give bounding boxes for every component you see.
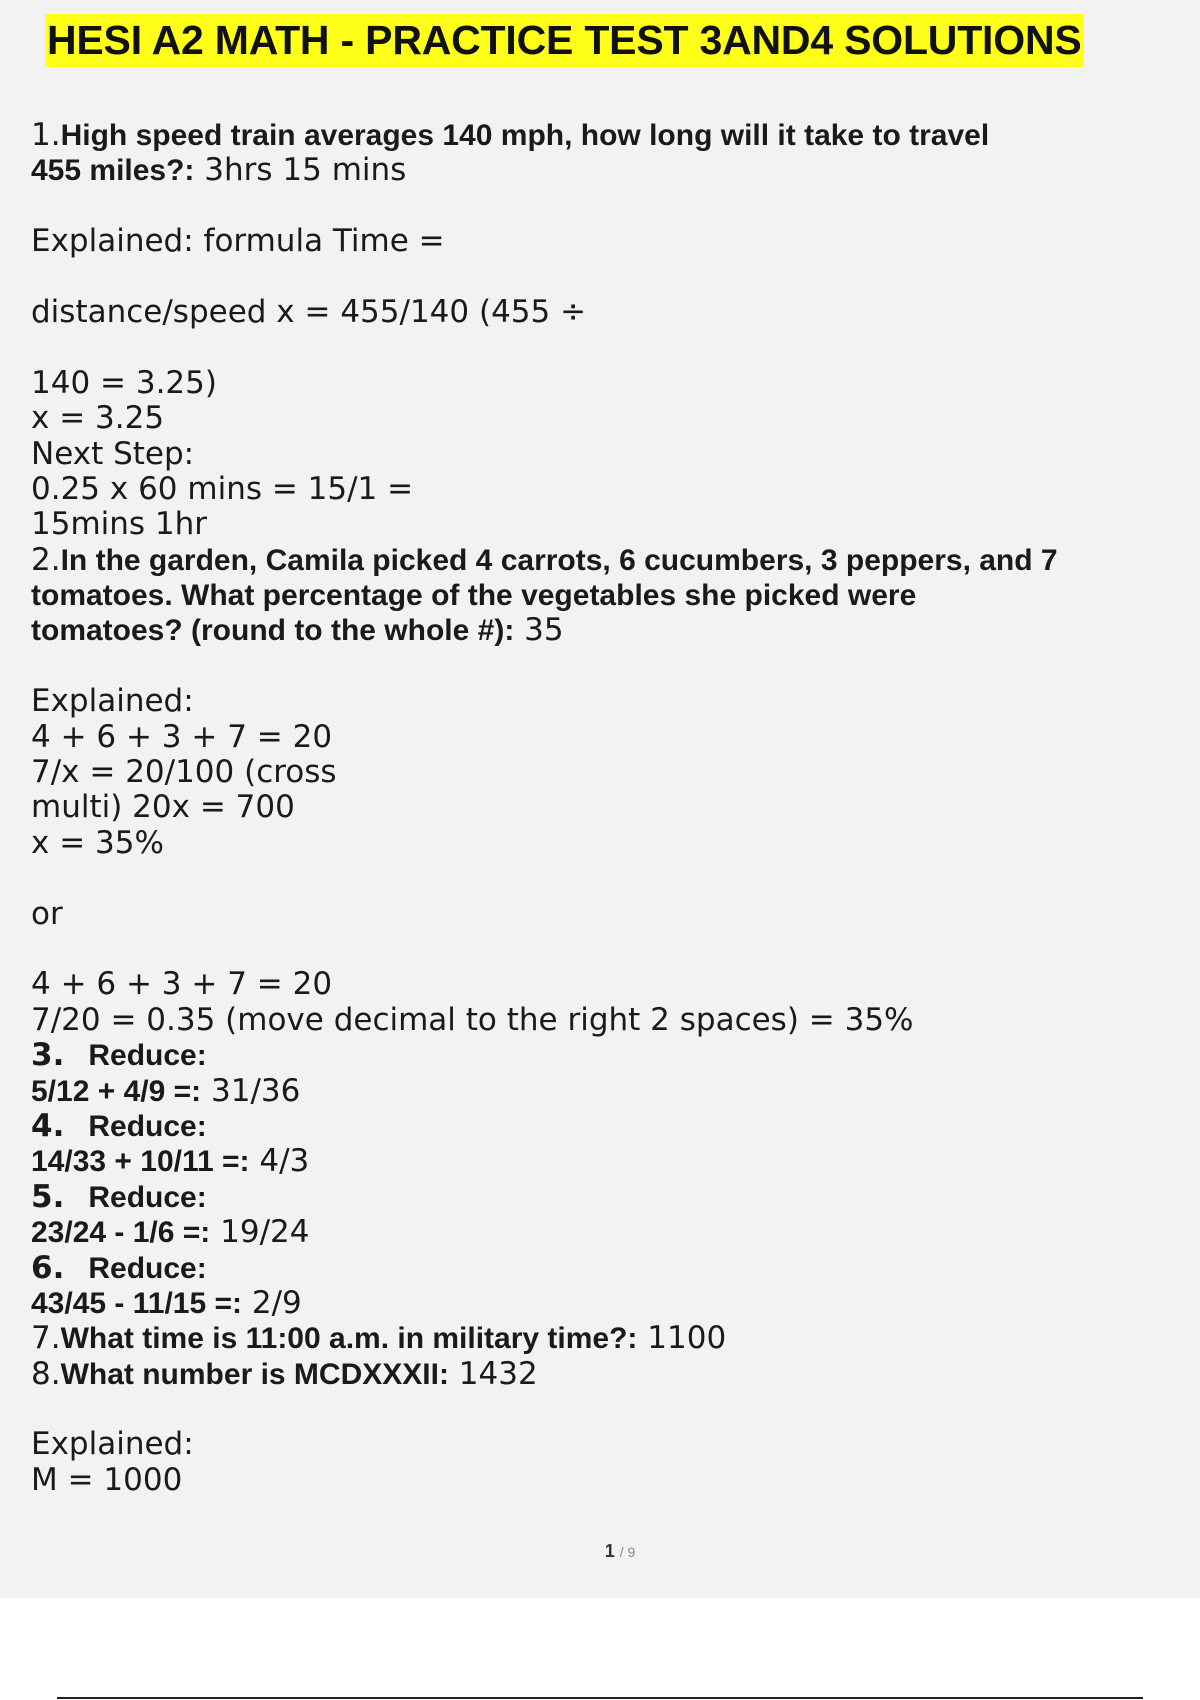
page-current: 1 (604, 1541, 615, 1561)
question-4-expression: 14/33 + 10/11 =: (31, 1145, 250, 1179)
question-5-number: 5. (31, 1178, 65, 1215)
question-2-answer: 35 (514, 612, 564, 649)
question-1-explanation-4: x = 3.25 (31, 400, 165, 437)
question-2-explanation-8: 7/20 = 0.35 (move decimal to the right 2 spaces) = 35% (31, 1001, 914, 1038)
question-7-text: What time is 11:00 a.m. in military time?: (60, 1322, 638, 1356)
question-5-label: Reduce: (88, 1180, 207, 1214)
question-2-explanation-6: or (31, 895, 63, 932)
question-2-text-3: tomatoes? (round to the whole #): (31, 614, 515, 648)
question-1-number: 1. (31, 117, 61, 153)
question-2-explanation-3: 7/x = 20/100 (cross (31, 754, 337, 791)
question-3-label: Reduce: (88, 1039, 207, 1073)
question-2-explanation-1: Explained: (31, 683, 194, 720)
question-3-header (31, 1038, 1181, 1073)
question-5-header (31, 1180, 1181, 1215)
page-total: / 9 (619, 1544, 636, 1560)
question-5-line (31, 1215, 1181, 1250)
page-indicator (0, 1541, 1200, 1562)
question-8-explanation-2: M = 1000 (31, 1461, 183, 1498)
question-7-answer: 1100 (637, 1320, 727, 1357)
question-2-text-1: In the garden, Camila picked 4 carrots, 6 cucumbers, 3 peppers, and 7 (60, 543, 1058, 577)
question-1-explanation-6: 0.25 x 60 mins = 15/1 = (31, 470, 414, 507)
question-2-line-3 (31, 613, 1181, 648)
question-4-label: Reduce: (88, 1109, 207, 1143)
question-8-explanation-1: Explained: (31, 1426, 194, 1463)
question-2-explanation-4: multi) 20x = 700 (31, 789, 295, 826)
question-1-text-2: 455 miles?: (31, 154, 195, 188)
spacer (31, 1392, 1181, 1427)
question-6-label: Reduce: (88, 1251, 207, 1285)
question-2-explanation-2: 4 + 6 + 3 + 7 = 20 (31, 718, 333, 755)
question-1-answer: 3hrs 15 mins (194, 152, 407, 189)
question-4-line (31, 1144, 1181, 1179)
document-body (31, 118, 1181, 1498)
question-6-header (31, 1251, 1181, 1286)
question-8-number: 8. (31, 1355, 61, 1392)
question-1-text-1: High speed train averages 140 mph, how long will it take to travel (60, 119, 990, 152)
question-3-answer: 31/36 (201, 1072, 301, 1109)
question-1-explanation-2: distance/speed x = 455/140 (455 ÷ (31, 293, 587, 330)
question-4-number: 4. (31, 1107, 65, 1144)
next-page-divider (57, 1697, 1143, 1699)
spacer (31, 649, 1181, 684)
question-2-explanation-5: x = 35% (31, 824, 164, 861)
question-2-line-2 (31, 578, 1181, 613)
question-4-answer: 4/3 (249, 1143, 310, 1180)
question-1-explanation-7: 15mins 1hr (31, 506, 208, 543)
question-7-line (31, 1321, 1181, 1356)
question-2-explanation-7: 4 + 6 + 3 + 7 = 20 (31, 966, 333, 1003)
question-3-number: 3. (31, 1037, 65, 1074)
spacer (31, 932, 1181, 967)
spacer (31, 330, 1181, 365)
question-3-line (31, 1074, 1181, 1109)
question-6-line (31, 1286, 1181, 1321)
question-1-explanation-1: Explained: formula Time = (31, 223, 445, 260)
question-4-header (31, 1109, 1181, 1144)
question-3-expression: 5/12 + 4/9 =: (31, 1074, 202, 1108)
question-2-text-2: tomatoes. What percentage of the vegetables she picked were (31, 579, 917, 613)
spacer (31, 189, 1181, 224)
question-2-line-1 (31, 543, 1181, 578)
question-1-explanation-5: Next Step: (31, 435, 195, 472)
question-6-answer: 2/9 (242, 1284, 302, 1321)
spacer (31, 861, 1181, 896)
question-8-text: What number is MCDXXXII: (60, 1357, 449, 1391)
question-8-answer: 1432 (448, 1355, 538, 1392)
question-5-answer: 19/24 (210, 1214, 310, 1251)
question-6-expression: 43/45 - 11/15 =: (31, 1286, 242, 1320)
question-2-number: 2. (31, 541, 61, 578)
question-1-line-2 (31, 153, 1181, 188)
document-title: HESI A2 MATH - PRACTICE TEST 3AND4 SOLUTIONS (45, 14, 1084, 67)
question-1-explanation-3: 140 = 3.25) (31, 364, 217, 401)
question-1-line-1 (31, 118, 1181, 153)
spacer (31, 260, 1181, 295)
question-6-number: 6. (31, 1249, 65, 1286)
question-7-number: 7. (31, 1320, 61, 1357)
question-8-line (31, 1357, 1181, 1392)
question-5-expression: 23/24 - 1/6 =: (31, 1216, 211, 1250)
